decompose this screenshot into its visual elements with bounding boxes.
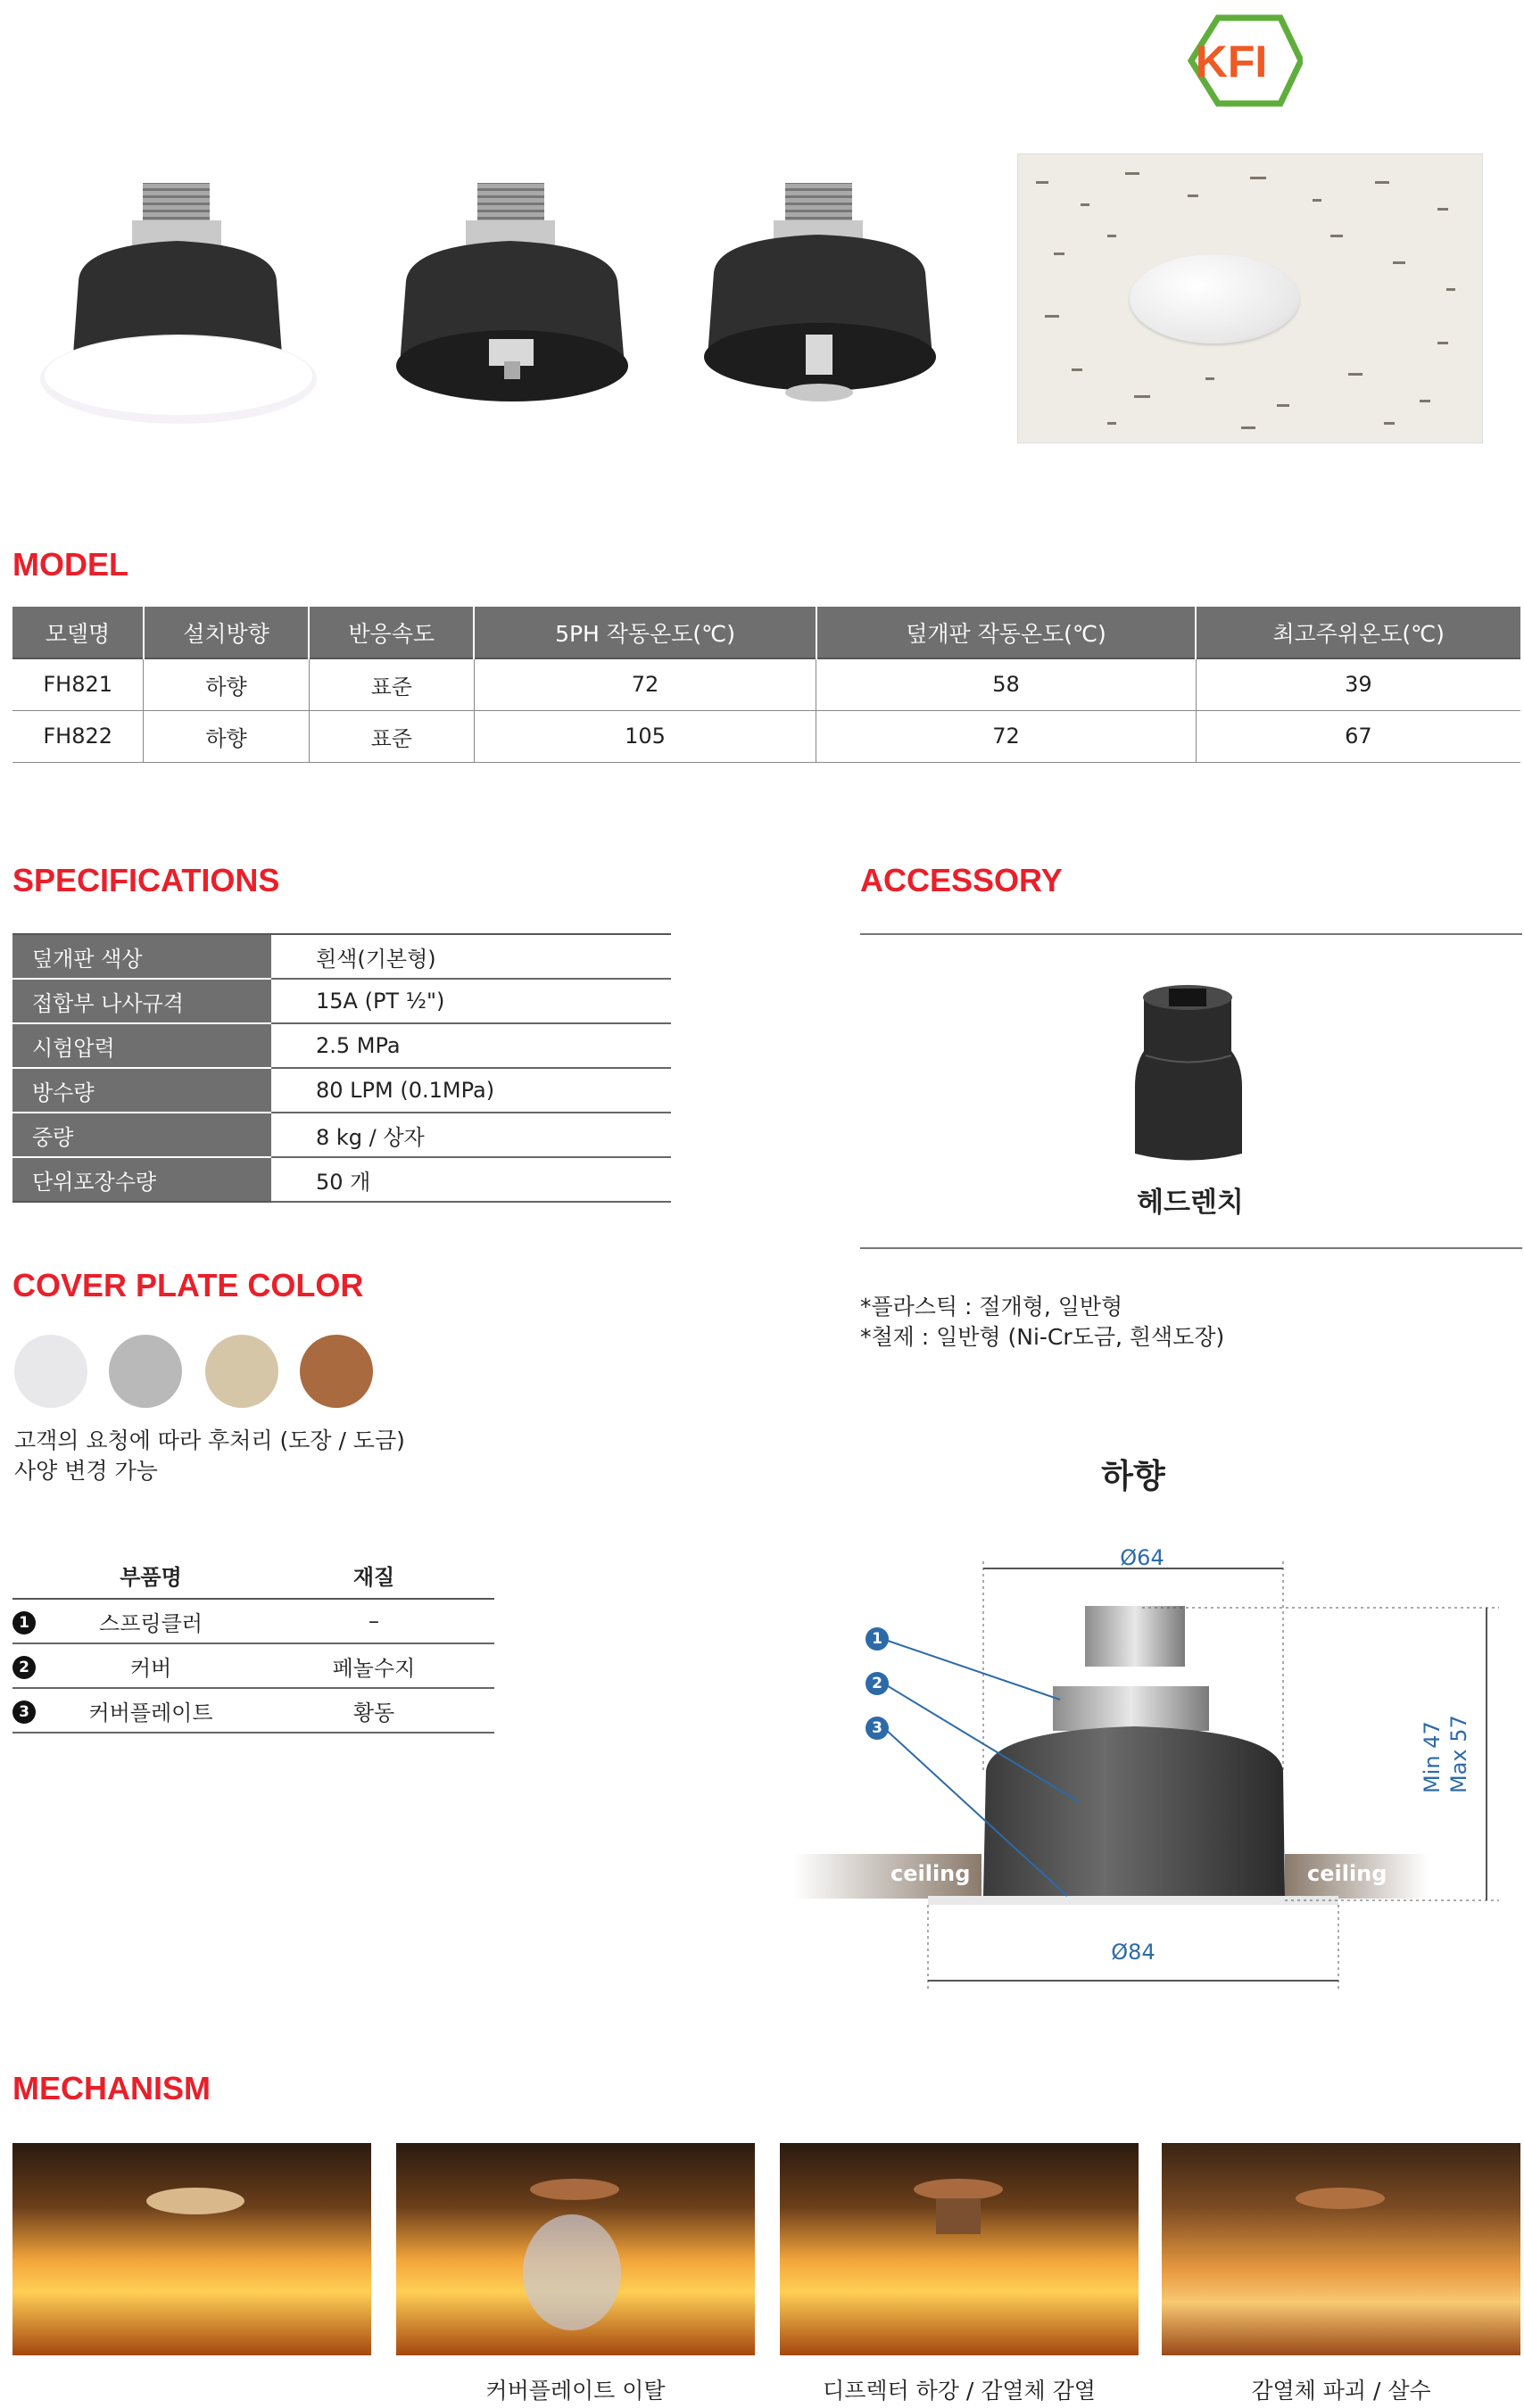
accessory-note: *플라스틱 : 절개형, 일반형 <box>860 1294 1123 1320</box>
mechanism-photo-2 <box>396 2143 755 2355</box>
accessory-note: *철제 : 일반형 (Ni-Cr도금, 흰색도장) <box>860 1324 1225 1350</box>
col-header: 설치방향 <box>144 607 309 658</box>
table-cell: 105 <box>474 710 816 762</box>
mechanism-photo-4 <box>1162 2143 1520 2355</box>
part-material: 페놀수지 <box>253 1643 494 1688</box>
dimension-diagram <box>785 1535 1517 1998</box>
spec-row <box>12 1068 671 1113</box>
cover-plate-section-title: COVER PLATE COLOR <box>12 1267 364 1303</box>
spec-label: 접합부 나사규격 <box>12 979 271 1023</box>
callout-badge: 2 <box>866 1672 889 1695</box>
mechanism-photo-1 <box>12 2143 371 2355</box>
ceiling-right-label: ceiling <box>1307 1861 1387 1886</box>
col-header: 반응속도 <box>309 607 474 658</box>
spec-value: 80 LPM (0.1MPa) <box>271 1068 671 1113</box>
col-header: 최고주위온도(℃) <box>1196 607 1520 658</box>
cover-plate-note: 고객의 요청에 따라 후처리 (도장 / 도금) <box>14 1427 405 1453</box>
spec-label: 방수량 <box>12 1068 271 1113</box>
spec-value: 50 개 <box>271 1157 671 1202</box>
product-photo-deflector <box>692 174 950 424</box>
spec-value: 8 kg / 상자 <box>271 1113 671 1157</box>
head-wrench-image <box>1126 971 1251 1167</box>
spec-value: 2.5 MPa <box>271 1023 671 1068</box>
spec-label: 시험압력 <box>12 1023 271 1068</box>
spec-label: 중량 <box>12 1113 271 1157</box>
col-header: 5PH 작동온도(℃) <box>474 607 816 658</box>
table-cell: FH821 <box>12 658 144 710</box>
table-cell: 표준 <box>309 710 474 762</box>
dimension-bottom-label: Ø84 <box>1111 1940 1155 1965</box>
height-dimension-label <box>1419 1686 1472 1793</box>
spec-row <box>12 1157 671 1202</box>
table-row <box>12 658 1520 710</box>
mechanism-photo-3 <box>780 2143 1139 2355</box>
table-cell: 58 <box>816 658 1197 710</box>
color-swatch-silver <box>109 1335 182 1408</box>
spec-row <box>12 934 671 979</box>
spec-label: 단위포장수량 <box>12 1157 271 1202</box>
part-material: – <box>253 1599 494 1643</box>
diagram-title: 하향 <box>1101 1457 1165 1495</box>
accessory-top-divider <box>860 933 1522 935</box>
mechanism-caption: 감열체 파괴 / 살수 <box>1251 2378 1431 2404</box>
model-table <box>12 607 1520 763</box>
table-cell: 72 <box>474 658 816 710</box>
spec-label: 덮개판 색상 <box>12 934 271 979</box>
cover-plate-disc <box>1130 254 1299 343</box>
kfi-logo <box>1169 7 1303 114</box>
accessory-section-title: ACCESSORY <box>860 862 1063 898</box>
spec-row <box>12 1113 671 1157</box>
part-name: 커버플레이트 <box>48 1688 253 1733</box>
part-number-badge: 2 <box>12 1656 36 1679</box>
table-cell: 67 <box>1196 710 1520 762</box>
table-cell: FH822 <box>12 710 144 762</box>
mechanism-caption: 디프렉터 하강 / 감열체 감열 <box>823 2378 1096 2404</box>
part-number-badge: 1 <box>12 1611 36 1634</box>
color-swatch-white <box>14 1335 87 1408</box>
spec-row <box>12 979 671 1023</box>
specifications-table <box>12 933 671 1203</box>
parts-table-header <box>12 1552 494 1599</box>
table-row <box>12 1688 494 1733</box>
height-min-label: Min 47 <box>1420 1721 1445 1793</box>
table-cell: 72 <box>816 710 1197 762</box>
mechanism-section-title: MECHANISM <box>12 2070 211 2106</box>
callout-badge: 1 <box>866 1627 889 1651</box>
callout-badge: 3 <box>866 1717 889 1740</box>
kfi-logo-text: KFI <box>1195 37 1268 87</box>
ceiling-installed-photo <box>1017 153 1483 443</box>
part-material: 황동 <box>253 1688 494 1733</box>
table-row <box>12 710 1520 762</box>
table-cell: 39 <box>1196 658 1520 710</box>
spec-row <box>12 1023 671 1068</box>
specifications-section-title: SPECIFICATIONS <box>12 862 280 898</box>
part-number-badge: 3 <box>12 1700 36 1724</box>
head-wrench-label: 헤드렌치 <box>1137 1187 1244 1219</box>
parts-table <box>12 1552 494 1734</box>
col-header: 모델명 <box>12 607 144 658</box>
product-photo-plate-on <box>36 174 321 424</box>
table-row <box>12 1599 494 1643</box>
col-header: 부품명 <box>48 1552 253 1599</box>
model-table-header <box>12 607 1520 658</box>
spec-value: 흰색(기본형) <box>271 934 671 979</box>
dimension-top-label: Ø64 <box>1120 1545 1164 1570</box>
col-header: 덮개판 작동온도(℃) <box>816 607 1197 658</box>
model-section-title: MODEL <box>12 546 128 583</box>
mechanism-caption: 커버플레이트 이탈 <box>485 2378 666 2404</box>
color-swatch-bronze <box>300 1335 373 1408</box>
table-cell: 하향 <box>144 658 309 710</box>
table-cell: 하향 <box>144 710 309 762</box>
color-swatch-beige <box>205 1335 278 1408</box>
table-row <box>12 1643 494 1688</box>
part-name: 커버 <box>48 1643 253 1688</box>
cover-plate-note: 사양 변경 가능 <box>14 1458 158 1484</box>
spec-value: 15A (PT ½") <box>271 979 671 1023</box>
col-header: 재질 <box>253 1552 494 1599</box>
product-photo-open <box>384 174 642 424</box>
accessory-bottom-divider <box>860 1247 1522 1249</box>
part-name: 스프링클러 <box>48 1599 253 1643</box>
table-cell: 표준 <box>309 658 474 710</box>
ceiling-left-label: ceiling <box>890 1861 971 1886</box>
height-max-label: Max 57 <box>1446 1715 1471 1793</box>
